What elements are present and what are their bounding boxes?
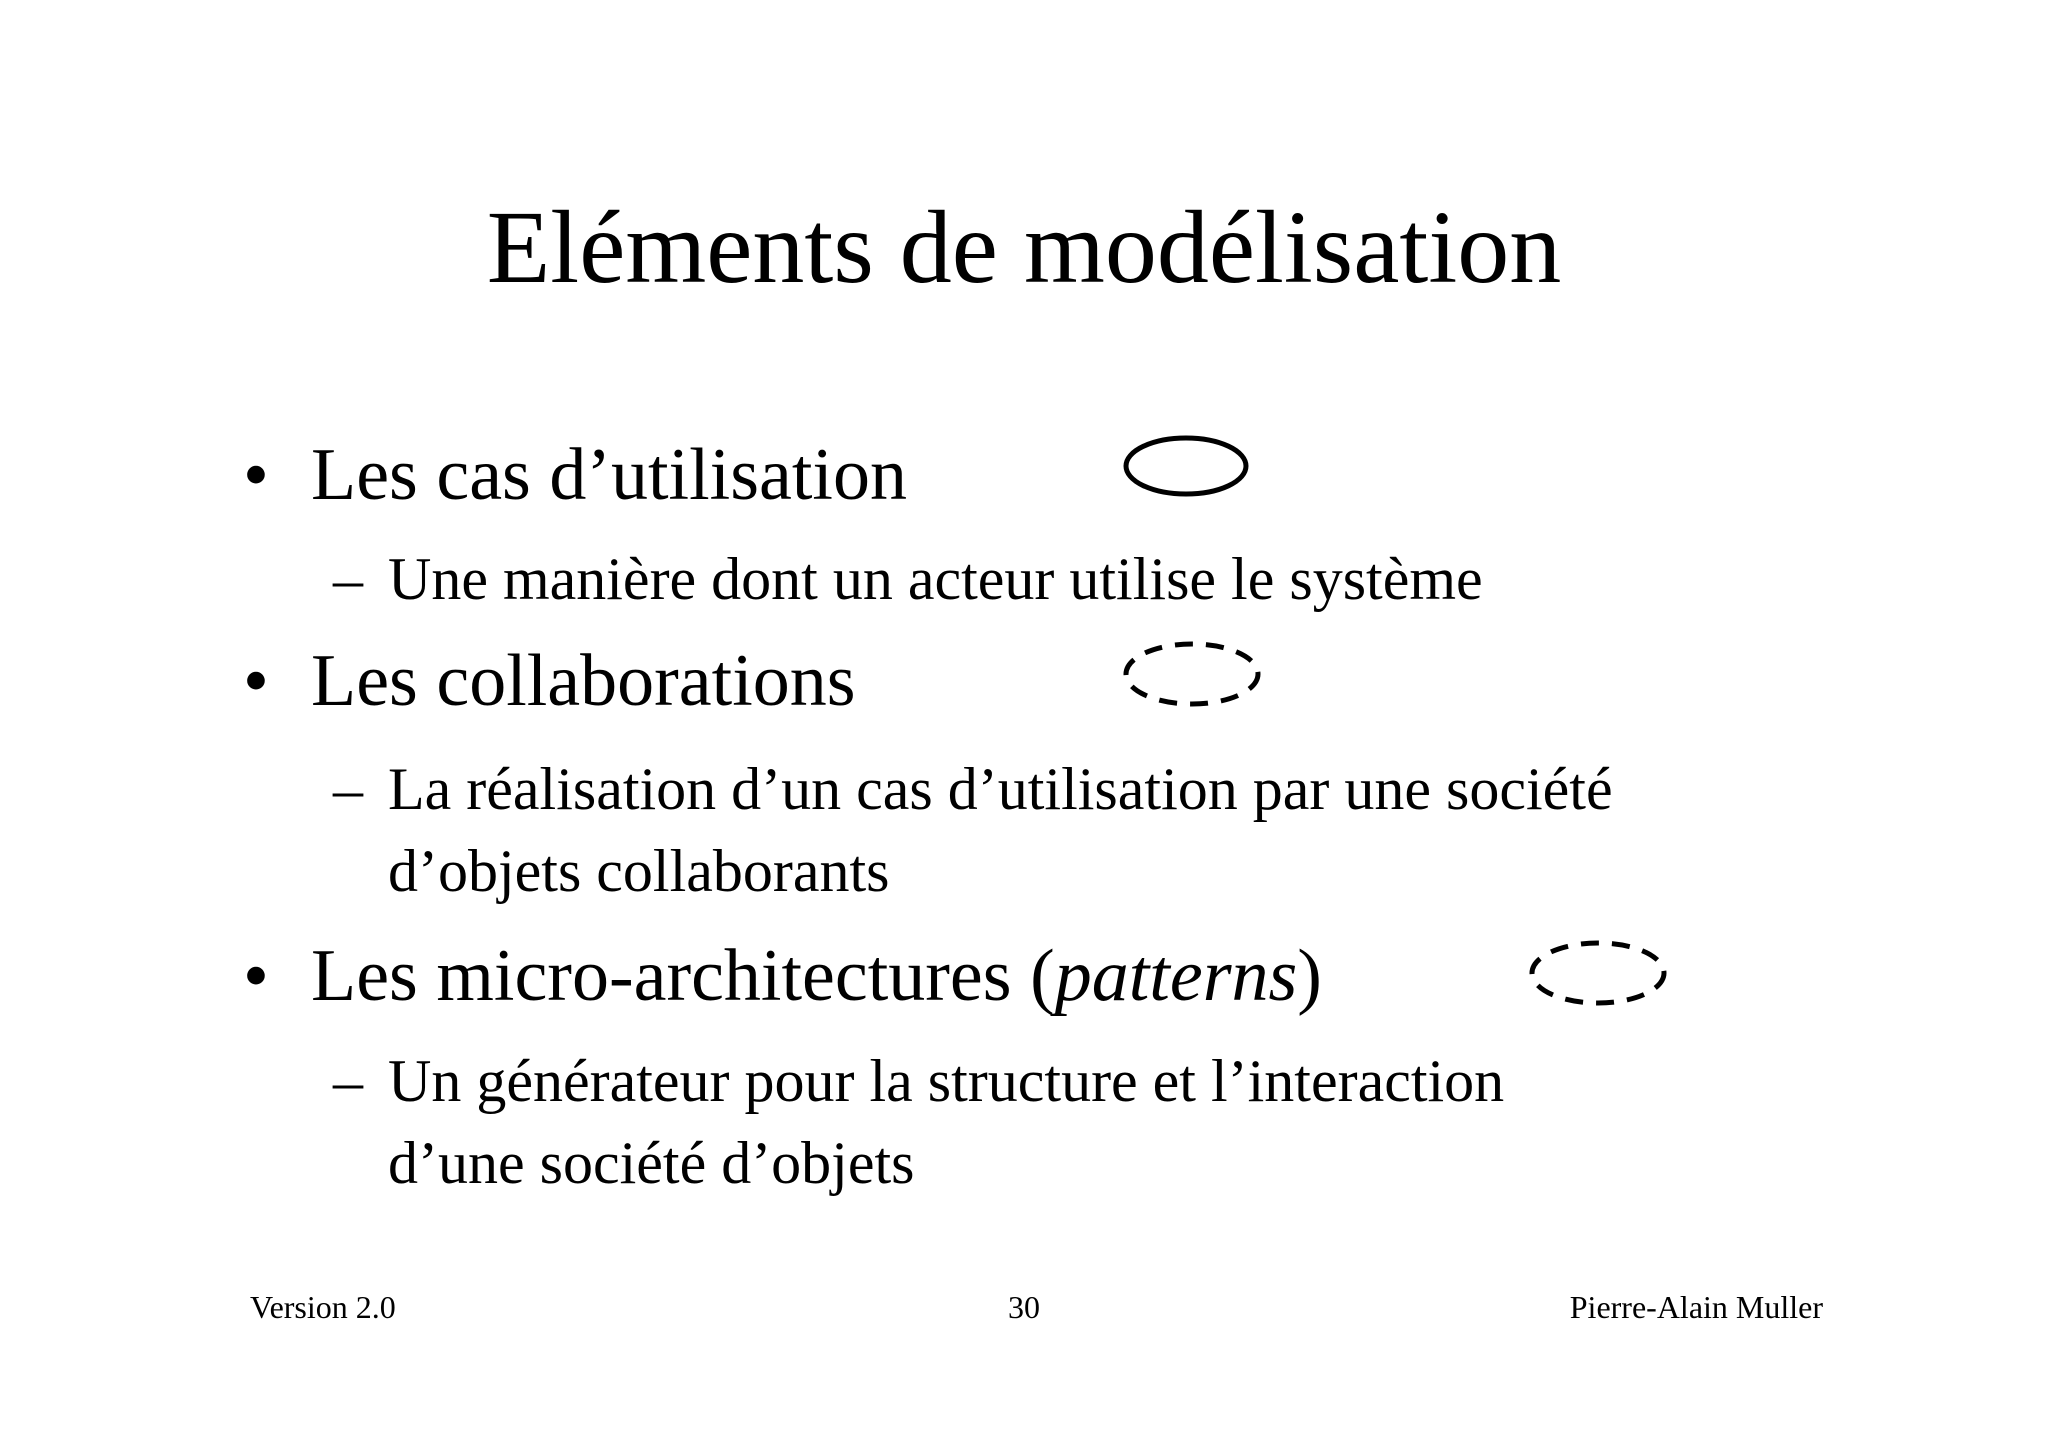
footer-page-number: 30: [1008, 1289, 1040, 1325]
dashed-ellipse-icon: [1122, 637, 1267, 712]
sub-bullet-line: La réalisation d’un cas d’utilisation par une société: [388, 756, 1613, 822]
sub-bullet-marker: –: [333, 756, 363, 822]
bullet-text-italic: patterns: [1054, 935, 1298, 1017]
bullet-text-close: ): [1297, 935, 1322, 1017]
bullet-collaborations: [243, 640, 856, 722]
sub-bullet-line-continued: d’objets collaborants: [388, 838, 890, 904]
dashed-ellipse-icon: [1528, 936, 1673, 1011]
bullet-marker: •: [243, 640, 269, 722]
bullet-marker: •: [243, 935, 269, 1017]
footer-author: Pierre-Alain Muller: [1569, 1289, 1823, 1325]
sub-bullet-marker: –: [333, 1048, 363, 1114]
bullet-micro-architectures: [243, 935, 1322, 1017]
footer-version: Version 2.0: [250, 1289, 396, 1325]
solid-ellipse-icon: [1123, 432, 1253, 502]
bullet-text: Les micro-architectures (: [311, 935, 1055, 1017]
sub-bullet-line: Un générateur pour la structure et l’interaction: [388, 1048, 1505, 1114]
slide-title: Eléments de modélisation: [486, 190, 1562, 305]
sub-bullet-collaborations: [333, 748, 1613, 912]
sub-bullet-use-cases: [333, 538, 1483, 620]
sub-bullet-line-continued: d’une société d’objets: [388, 1130, 915, 1196]
bullet-text: Les collaborations: [311, 640, 856, 722]
bullet-use-cases: [243, 434, 907, 516]
sub-bullet-marker: –: [333, 546, 363, 612]
bullet-marker: •: [243, 434, 269, 516]
sub-bullet-micro-architectures: [333, 1040, 1504, 1204]
bullet-text: Les cas d’utilisation: [311, 434, 907, 516]
sub-bullet-line: Une manière dont un acteur utilise le système: [388, 546, 1483, 612]
